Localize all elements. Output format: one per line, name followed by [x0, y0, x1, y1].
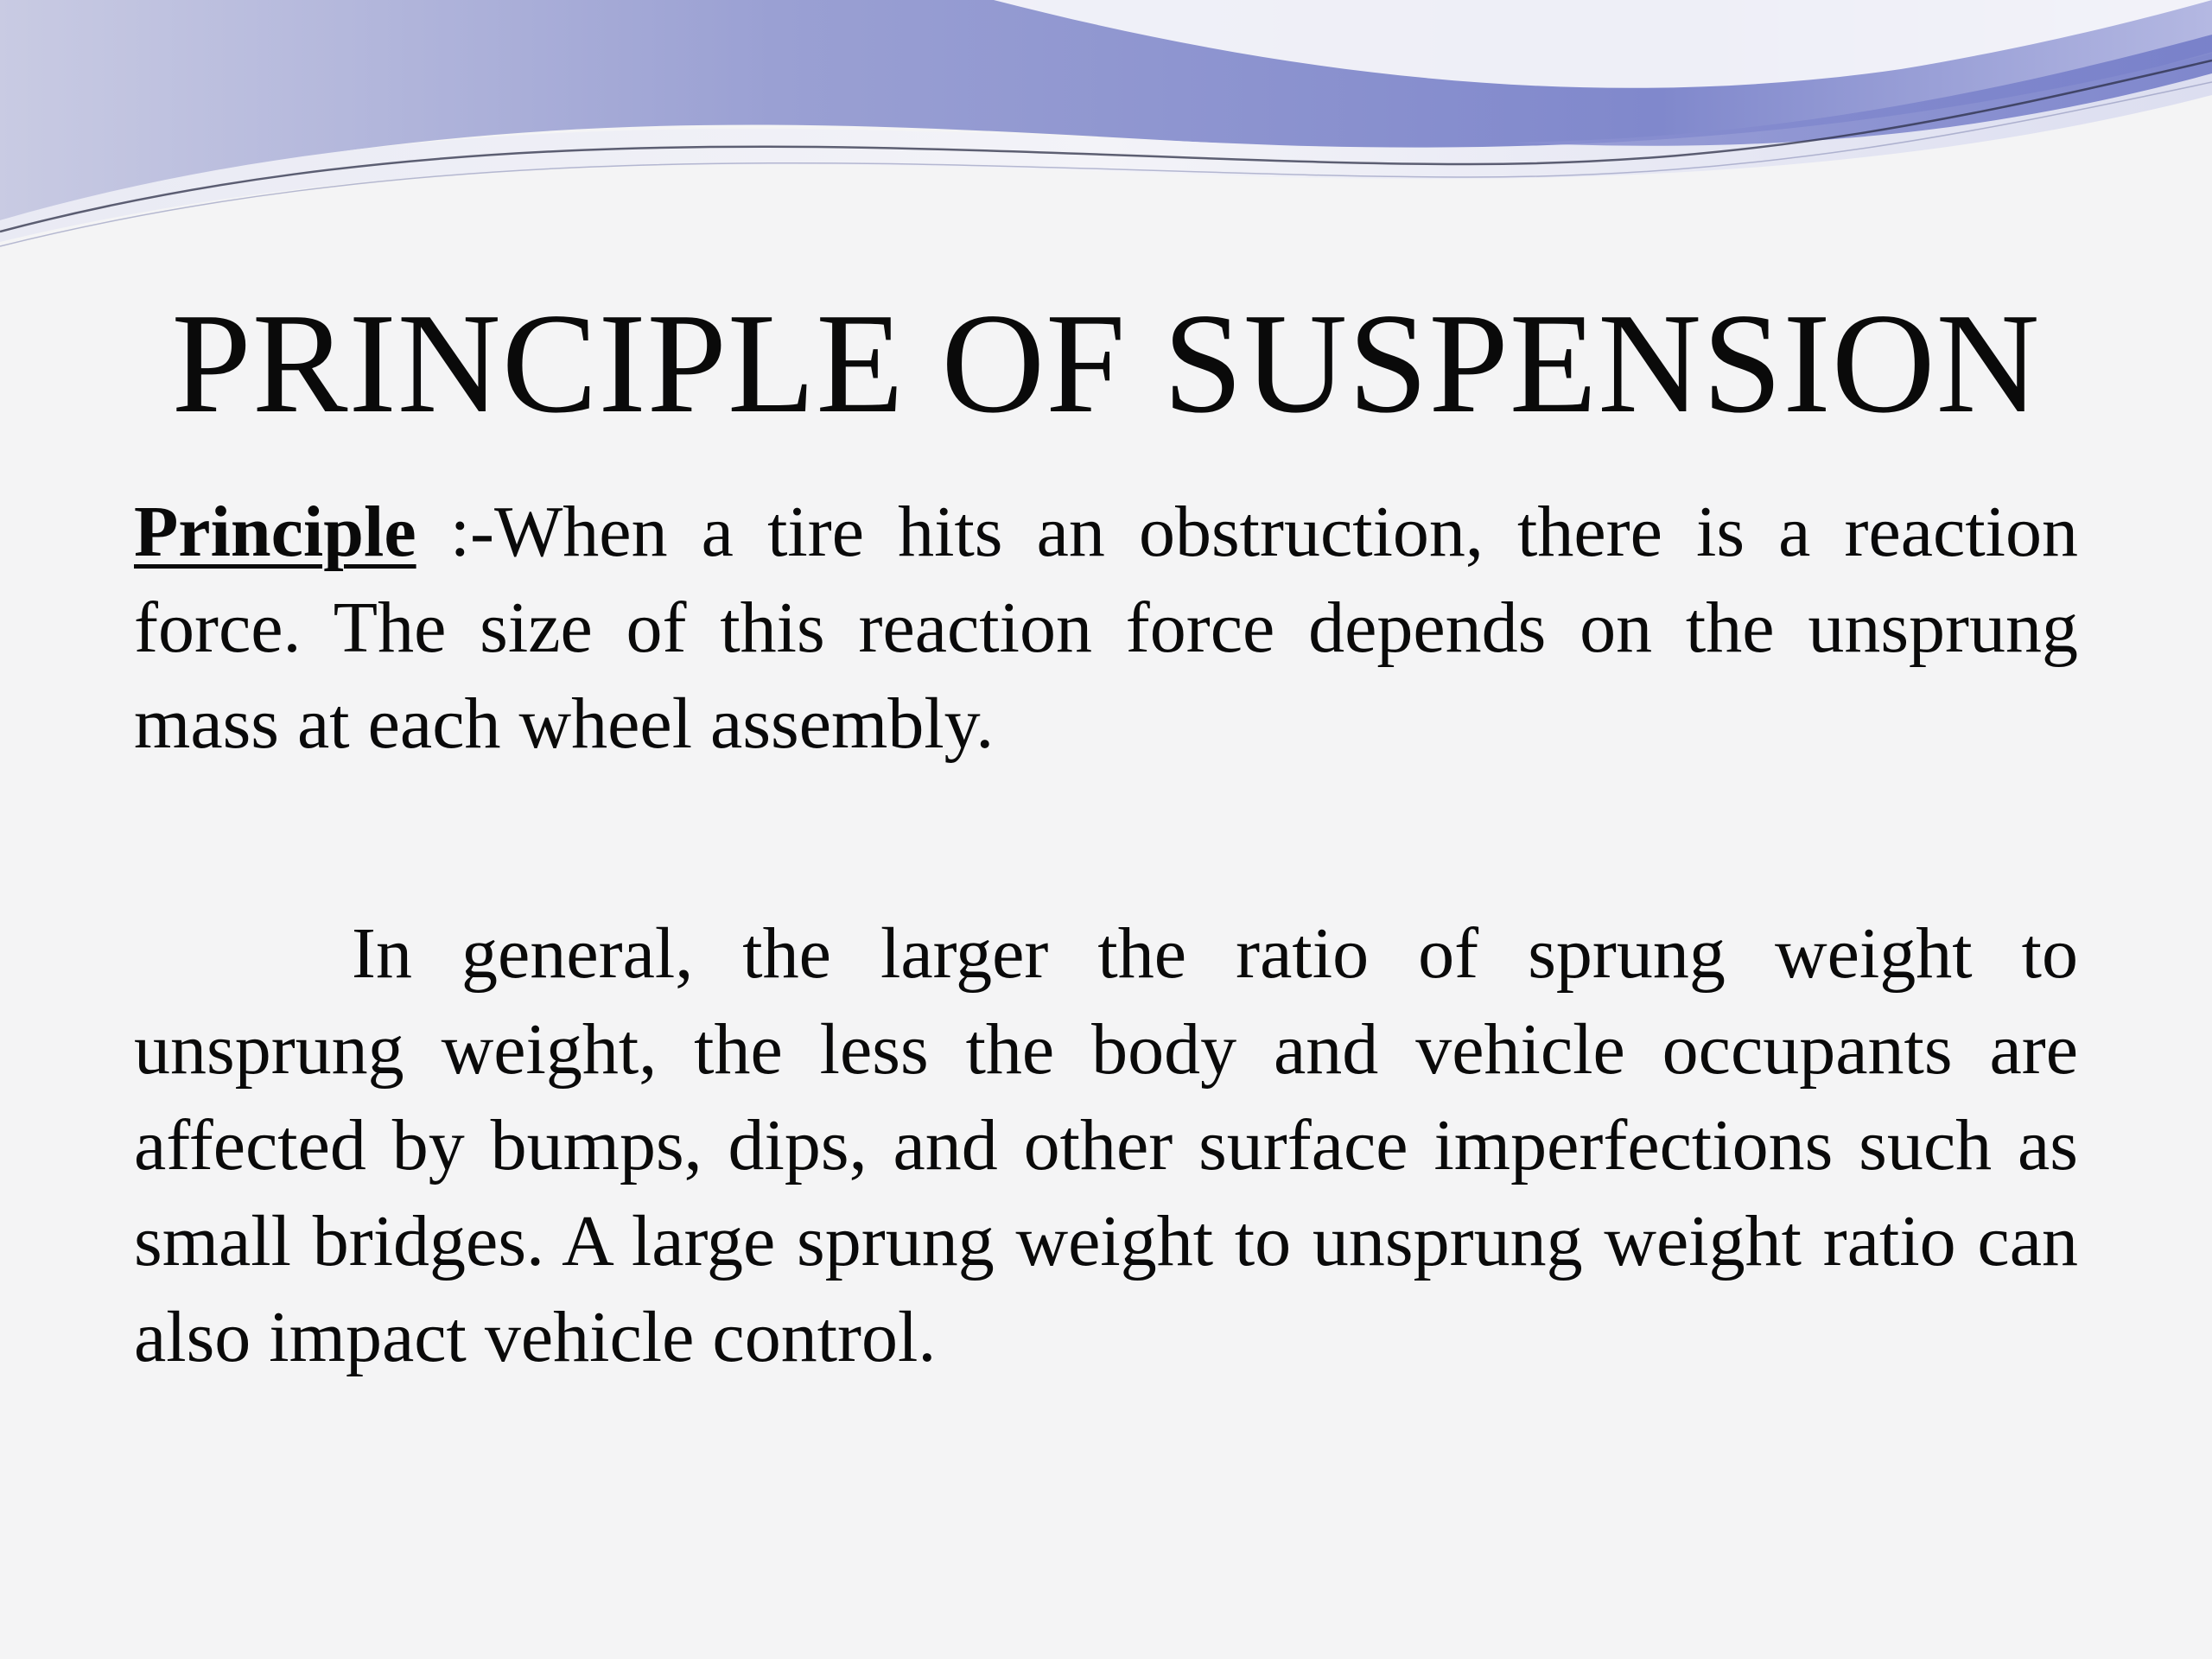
principle-text: :-When a tire hits an obstruction, there is a reaction force. The size of this reaction force depends on the unsprung mass at each wheel assembly. [134, 492, 2078, 764]
principle-paragraph [134, 484, 2078, 772]
slide-title: PRINCIPLE OF SUSPENSION [171, 283, 2041, 442]
principle-label: Principle [134, 492, 416, 572]
general-paragraph: In general, the larger the ratio of sprung weight to unsprung weight, the less the body and vehicle occupants are affected by bumps, dips, and other surface imperfections such as small bridges. A large sprung weight to unsprung weight ratio can also impact vehicle control. [134, 913, 2078, 1377]
header-wave-decoration [0, 0, 2212, 276]
